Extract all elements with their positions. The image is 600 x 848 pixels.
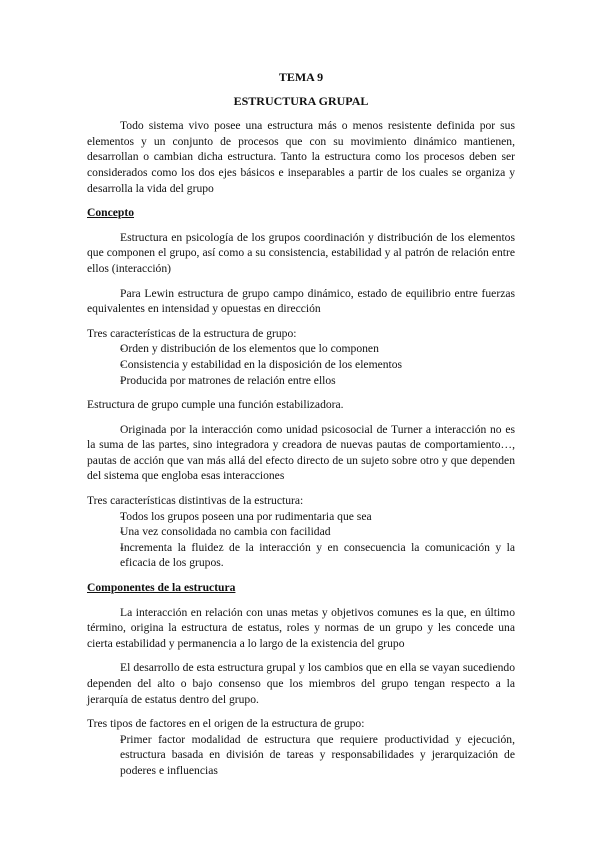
componentes-heading: Componentes de la estructura xyxy=(87,581,236,595)
caracteristicas-list xyxy=(87,341,515,388)
list-item: - Primer factor modalidad de estructura que requiere productividad y ejecución, estructura basada en división de tareas y responsabilidades y jerarquización de poderes e influencias xyxy=(87,732,515,779)
distintivas-intro: Tres características distintivas de la estructura: xyxy=(87,494,304,508)
list-item: - Consistencia y estabilidad en la disposición de los elementos xyxy=(87,357,515,373)
document-body xyxy=(87,70,515,779)
distintivas-list xyxy=(87,509,515,571)
list-item: - Una vez consolidada no cambia con facilidad xyxy=(87,524,515,540)
factores-intro: Tres tipos de factores en el origen de la estructura de grupo: xyxy=(87,717,365,731)
list-item: - Orden y distribución de los elementos que lo componen xyxy=(87,341,515,357)
list-item: - Todos los grupos poseen una por rudimentaria que sea xyxy=(87,509,515,525)
list-item: - Producida por matrones de relación entre ellos xyxy=(87,373,515,389)
document-title: ESTRUCTURA GRUPAL xyxy=(233,93,369,108)
componentes-paragraph-1: La interacción en relación con unas metas y objetivos comunes es la que, en último término, origina la estructura de estatus, roles y normas de un grupo y les concede una cierta estabilidad y permanencia a lo largo de la existencia del grupo xyxy=(87,605,515,650)
componentes-paragraph-2: El desarrollo de esta estructura grupal y los cambios que en ella se vayan sucediendo dependen del alto o bajo consenso que los miembros del grupo tengan respecto a la jerarquía de estatus dentro del grupo. xyxy=(87,661,515,706)
list-item: - Incrementa la fluidez de la interacción y en consecuencia la comunicación y la eficacia de los grupos. xyxy=(87,540,515,571)
tema-number: TEMA 9 xyxy=(278,70,324,84)
concepto-paragraph-3: Originada por la interacción como unidad psicosocial de Turner a interacción no es la suma de las partes, sino integradora y creadora de nuevas pautas de comportamiento…, pautas de acción que van más allá del efecto directo de un sujeto sobre otro y que dependen del sistema que engloba esas interacciones xyxy=(87,422,515,483)
concepto-paragraph-1: Estructura en psicología de los grupos coordinación y distribución de los elementos que componen el grupo, así como a su consistencia, estabilidad y al patrón de relación entre ellos (interacción) xyxy=(87,230,515,275)
intro-paragraph: Todo sistema vivo posee una estructura más o menos resistente definida por sus elementos y un conjunto de procesos que con su movimiento dinámico mantienen, desarrollan o cambian dicha estructura. Tanto la estructura como los procesos deben ser considerados como los dos ejes básicos e inseparables a partir de los cuales se organiza y desarrolla la vida del grupo xyxy=(87,119,515,195)
concepto-heading: Concepto xyxy=(87,206,135,220)
concepto-paragraph-2: Para Lewin estructura de grupo campo dinámico, estado de equilibrio entre fuerzas equivalentes en intensidad y opuestas en dirección xyxy=(87,286,515,316)
caracteristicas-intro: Tres características de la estructura de grupo: xyxy=(87,326,297,340)
factores-list xyxy=(87,732,515,779)
funcion-line: Estructura de grupo cumple una función estabilizadora. xyxy=(87,398,344,412)
